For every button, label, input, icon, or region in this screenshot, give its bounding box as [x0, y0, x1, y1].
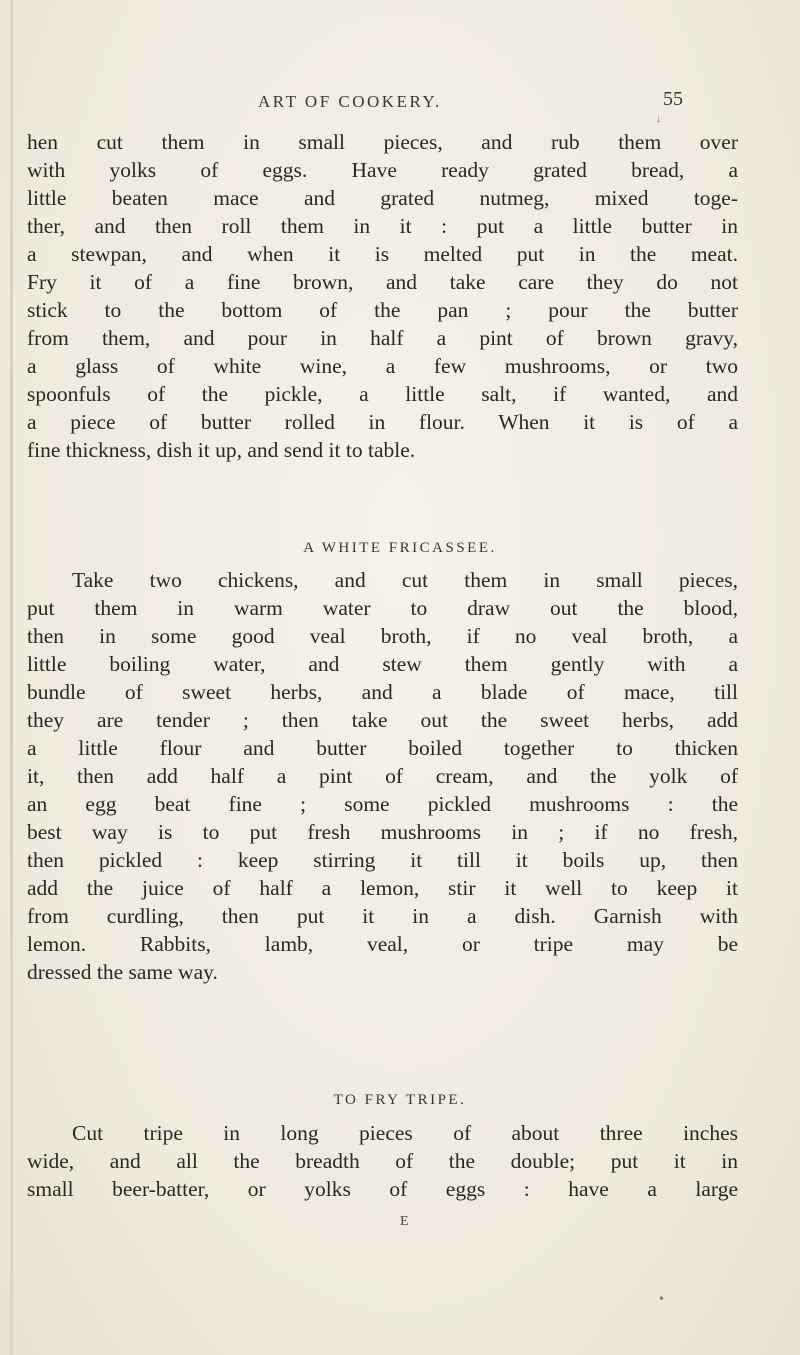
section-white-fricassee — [27, 566, 738, 986]
text-line: bundle of sweet herbs, and a blade of mace, till — [27, 680, 738, 704]
text-line: then in some good veal broth, if no veal broth, a — [27, 624, 738, 648]
section-heading-white-fricassee: A WHITE FRICASSEE. — [303, 540, 497, 556]
ink-speck: • — [659, 1292, 664, 1307]
paragraph-continued — [27, 128, 738, 464]
text-line: dressed the same way. — [27, 960, 218, 984]
running-head: ART OF COOKERY. — [258, 92, 442, 111]
text-line: lemon. Rabbits, lamb, veal, or tripe may be — [27, 932, 738, 956]
page-header — [0, 88, 800, 125]
signature-mark: E — [400, 1214, 409, 1229]
printer-mark: ↓ — [656, 114, 661, 125]
text-line: little beaten mace and grated nutmeg, mixed toge- — [27, 186, 738, 210]
text-line: then pickled : keep stirring it till it boils up, then — [27, 848, 738, 872]
text-line: a piece of butter rolled in flour. When it is of a — [27, 410, 738, 434]
text-line: wide, and all the breadth of the double; put it in — [27, 1149, 738, 1173]
text-line: spoonfuls of the pickle, a little salt, if wanted, and — [27, 382, 738, 406]
text-line: it, then add half a pint of cream, and the yolk of — [27, 764, 738, 788]
text-line: add the juice of half a lemon, stir it well to keep it — [27, 876, 738, 900]
text-line: hen cut them in small pieces, and rub them over — [27, 130, 738, 154]
text-line: with yolks of eggs. Have ready grated bread, a — [27, 158, 738, 182]
text-line: from them, and pour in half a pint of brown gravy, — [27, 326, 738, 350]
page-number: 55 — [663, 88, 683, 110]
text-line: a little flour and butter boiled together to thicken — [27, 736, 738, 760]
text-line: an egg beat fine ; some pickled mushrooms : the — [27, 792, 738, 816]
text-line: Take two chickens, and cut them in small pieces, — [72, 568, 738, 592]
text-line: a stewpan, and when it is melted put in the meat. — [27, 242, 738, 266]
text-line: fine thickness, dish it up, and send it to table. — [27, 438, 416, 462]
text-line: a glass of white wine, a few mushrooms, or two — [27, 354, 738, 378]
text-line: put them in warm water to draw out the blood, — [27, 596, 738, 620]
text-line: they are tender ; then take out the sweet herbs, add — [27, 708, 738, 732]
text-line: little boiling water, and stew them gently with a — [27, 652, 738, 676]
section-heading-fry-tripe: TO FRY TRIPE. — [333, 1092, 467, 1108]
text-line: Cut tripe in long pieces of about three inches — [72, 1121, 738, 1145]
section-fry-tripe — [27, 1119, 738, 1203]
text-line: best way is to put fresh mushrooms in ; if no fresh, — [27, 820, 738, 844]
text-line: stick to the bottom of the pan ; pour the butter — [27, 298, 738, 322]
text-line: small beer-batter, or yolks of eggs : have a large — [27, 1177, 738, 1201]
text-line: from curdling, then put it in a dish. Garnish with — [27, 904, 738, 928]
text-line: Fry it of a fine brown, and take care they do not — [27, 270, 738, 294]
text-line: ther, and then roll them in it : put a little butter in — [27, 214, 738, 238]
page-gutter — [10, 0, 13, 1355]
